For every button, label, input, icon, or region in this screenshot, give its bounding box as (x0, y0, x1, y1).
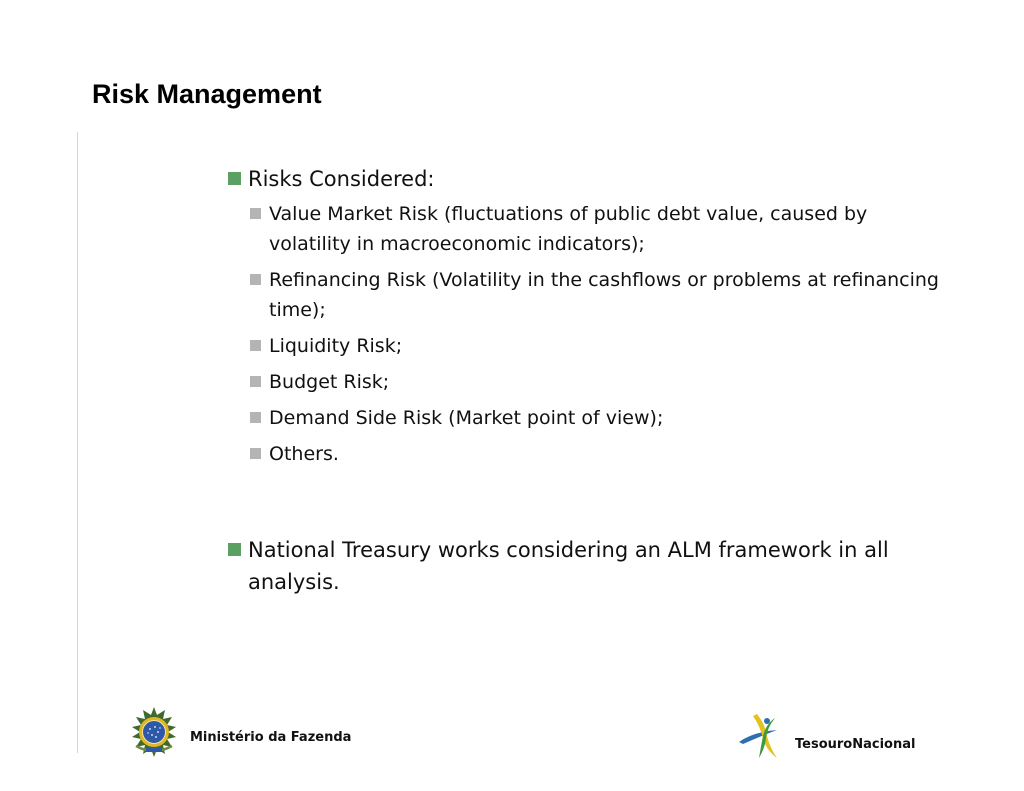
footer-ministry (128, 706, 351, 762)
risk-item-refinancing (248, 265, 942, 325)
risk-item-text: Value Market Risk (fluctuations of public debt value, caused by volatility in macroeconomic indicators); (269, 203, 868, 255)
risk-item-others (248, 439, 942, 469)
risk-item-text: Others. (269, 443, 339, 465)
risk-item-demand-side (248, 403, 942, 433)
risk-item-value-market (248, 199, 942, 259)
slide-title: Risk Management (92, 79, 322, 109)
gray-bullet-icon (250, 274, 261, 285)
ministry-label: Ministério da Fazenda (190, 729, 352, 745)
bullet-alm-framework (227, 534, 942, 598)
green-bullet-icon (228, 172, 241, 185)
slide-body (227, 163, 942, 598)
risk-item-text: Liquidity Risk; (269, 335, 403, 357)
risk-item-liquidity (248, 331, 942, 361)
gray-bullet-icon (250, 448, 261, 459)
gray-bullet-icon (250, 340, 261, 351)
treasury-label: TesouroNacional (795, 736, 916, 752)
footer-treasury (737, 712, 915, 764)
side-divider (77, 132, 78, 753)
gray-bullet-icon (250, 208, 261, 219)
risk-item-text: Budget Risk; (269, 371, 390, 393)
green-bullet-icon (228, 543, 241, 556)
tesouro-nacional-logo-icon (737, 712, 789, 764)
gray-bullet-icon (250, 376, 261, 387)
gray-bullet-icon (250, 412, 261, 423)
risk-item-text: Demand Side Risk (Market point of view); (269, 407, 664, 429)
risks-list (227, 199, 942, 469)
risks-heading: Risks Considered: (248, 167, 435, 191)
risk-item-budget (248, 367, 942, 397)
brazil-coat-of-arms-icon (128, 706, 180, 762)
risk-item-text: Refinancing Risk (Volatility in the cashflows or problems at refinancing time); (269, 269, 939, 321)
bullet-risks-considered (227, 163, 942, 195)
alm-statement: National Treasury works considering an ALM framework in all analysis. (248, 538, 889, 594)
